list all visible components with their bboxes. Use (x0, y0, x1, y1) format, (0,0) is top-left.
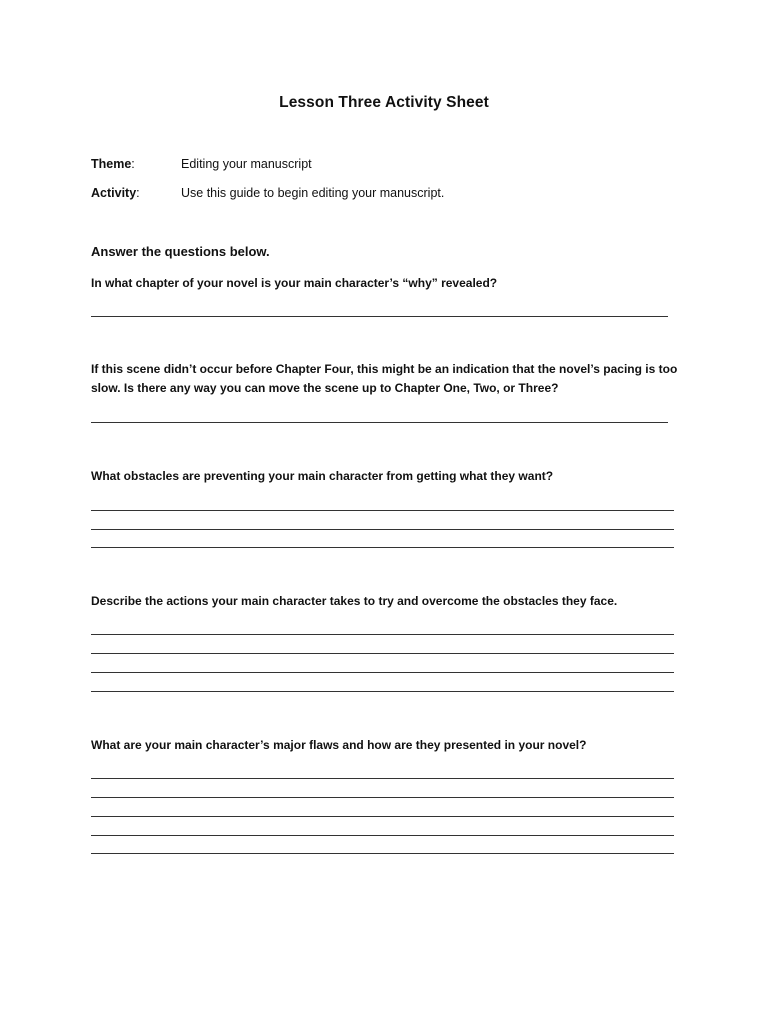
activity-value: Use this guide to begin editing your manuscript. (181, 186, 445, 200)
theme-label-text: Theme (91, 157, 132, 171)
answer-line[interactable] (91, 547, 674, 548)
answer-line[interactable] (91, 672, 674, 673)
answer-line[interactable] (91, 816, 674, 817)
activity-row (91, 186, 444, 200)
theme-label-colon: : (131, 157, 135, 171)
answer-line[interactable] (91, 422, 668, 423)
question-2: If this scene didn’t occur before Chapter Four, this might be an indication that the novel’s pacing is too slow. Is there any way you can move the scene up to Chapter One, Two, or Three? (91, 362, 678, 395)
answer-line[interactable] (91, 691, 674, 692)
answer-line[interactable] (91, 653, 674, 654)
page-title: Lesson Three Activity Sheet (279, 94, 489, 111)
question-3: What obstacles are preventing your main character from getting what they want? (91, 469, 554, 483)
theme-label (91, 157, 181, 171)
answer-line[interactable] (91, 853, 674, 854)
question-1: In what chapter of your novel is your main character’s “why” revealed? (91, 276, 498, 290)
answer-line[interactable] (91, 529, 674, 530)
question-5: What are your main character’s major flaws and how are they presented in your novel? (91, 738, 587, 752)
answer-line[interactable] (91, 634, 674, 635)
answer-line[interactable] (91, 316, 668, 317)
activity-label-text: Activity (91, 186, 137, 200)
activity-label-colon: : (136, 186, 140, 200)
question-4: Describe the actions your main character takes to try and overcome the obstacles they face. (91, 594, 618, 608)
instructions-heading: Answer the questions below. (91, 244, 270, 259)
activity-label (91, 186, 181, 200)
answer-line[interactable] (91, 835, 674, 836)
answer-line[interactable] (91, 510, 674, 511)
theme-value: Editing your manuscript (181, 157, 312, 171)
answer-line[interactable] (91, 797, 674, 798)
answer-line[interactable] (91, 778, 674, 779)
theme-row (91, 157, 312, 171)
